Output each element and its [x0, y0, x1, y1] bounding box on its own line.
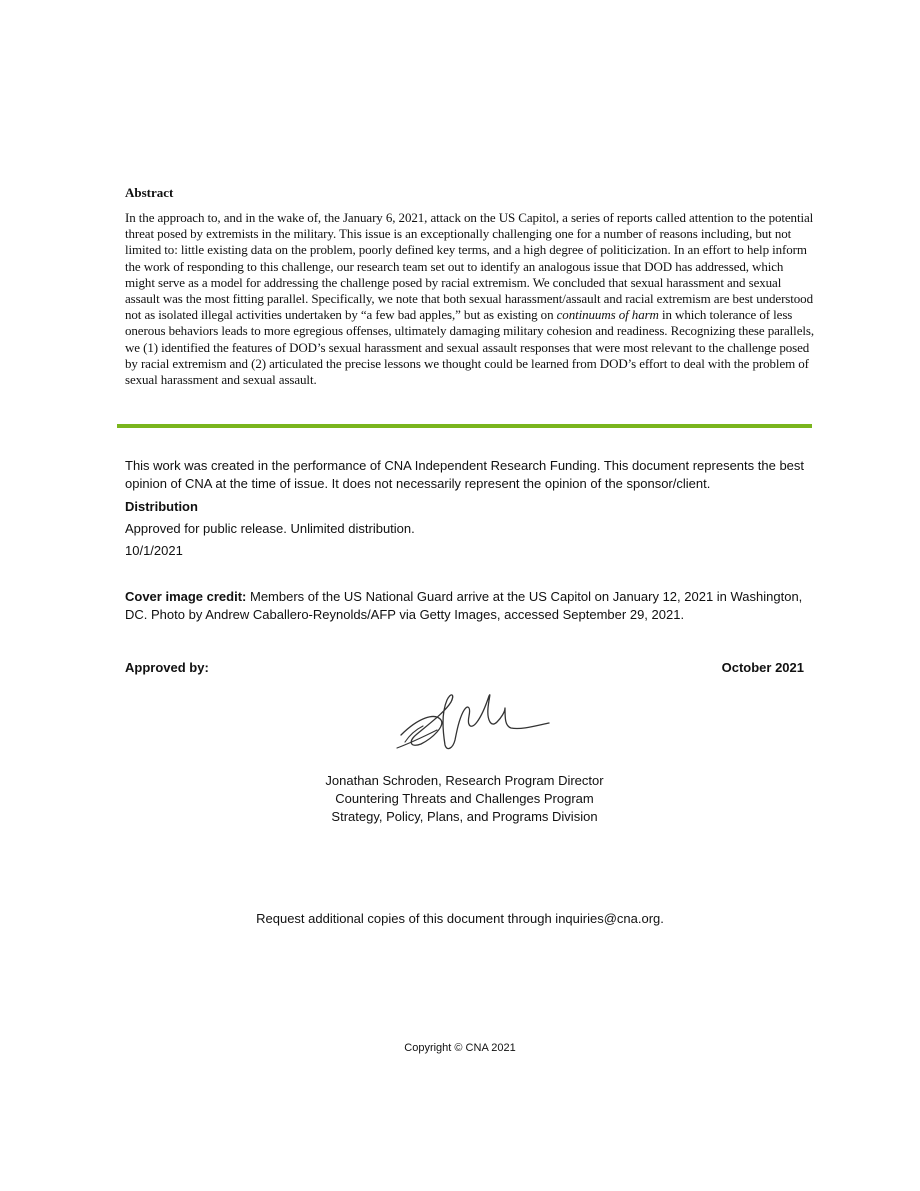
abstract-text-part-2: in which tolerance of less onerous behaviors leads to more egregious offenses, ultimately damaging military cohesion and readiness. Recognizing these parallels, we (1) identified the features of DOD’s sexual harassment and sexual assault responses that were most relevant to the challenge posed by racial extremism and (2) articulated the precise lessons we thought could be learned from DOD’s effort to deal with the problem of sexual harassment and sexual assault.	[125, 307, 814, 388]
signatory-program: Countering Threats and Challenges Program	[335, 791, 594, 806]
funding-statement: This work was created in the performance of CNA Independent Research Funding. This document represents the best opinion of CNA at the time of issue. It does not necessarily represent the opinion of the sponsor/client.	[125, 458, 805, 491]
signatory-division: Strategy, Policy, Plans, and Programs Division	[331, 809, 598, 824]
cover-image-credit	[125, 588, 815, 624]
approval-date: October 2021	[721, 660, 804, 675]
signature-image	[393, 690, 553, 755]
cover-credit-text: Members of the US National Guard arrive at the US Capitol on January 12, 2021 in Washington, DC. Photo by Andrew Caballero-Reynolds/AFP via Getty Images, accessed September 29, 2021.	[125, 589, 803, 622]
abstract-italic-term: continuums of harm	[556, 307, 659, 323]
request-copies-text: Request additional copies of this document through inquiries@cna.org.	[256, 911, 664, 926]
distribution-date: 10/1/2021	[125, 543, 183, 558]
cover-credit-label: Cover image credit:	[125, 589, 247, 604]
abstract-body	[125, 210, 815, 388]
copyright-notice: Copyright © CNA 2021	[404, 1042, 516, 1054]
section-divider	[117, 424, 812, 428]
signatory-name-title: Jonathan Schroden, Research Program Director	[325, 773, 604, 788]
distribution-heading: Distribution	[125, 499, 198, 514]
abstract-text-part-1: In the approach to, and in the wake of, the January 6, 2021, attack on the US Capitol, a series of reports called attention to the potential threat posed by extremists in the military. This issue is an exceptionally challenging one for a number of reasons including, but not limited to: little existing data on the problem, poorly defined key terms, and a high degree of politicization. In an effort to help inform the work of responding to this challenge, our research team set out to identify an analogous issue that DOD has addressed, which might serve as a model for addressing the challenge posed by racial extremism. We concluded that sexual harassment and sexual assault was the most fitting parallel. Specifically, we note that both sexual harassment/assault and racial extremism are best understood not as isolated illegal activities undertaken by “a few bad apples,” but as existing on	[125, 210, 814, 323]
approved-by-label: Approved by:	[125, 660, 209, 675]
abstract-heading: Abstract	[125, 185, 174, 200]
distribution-text: Approved for public release. Unlimited distribution.	[125, 521, 415, 536]
